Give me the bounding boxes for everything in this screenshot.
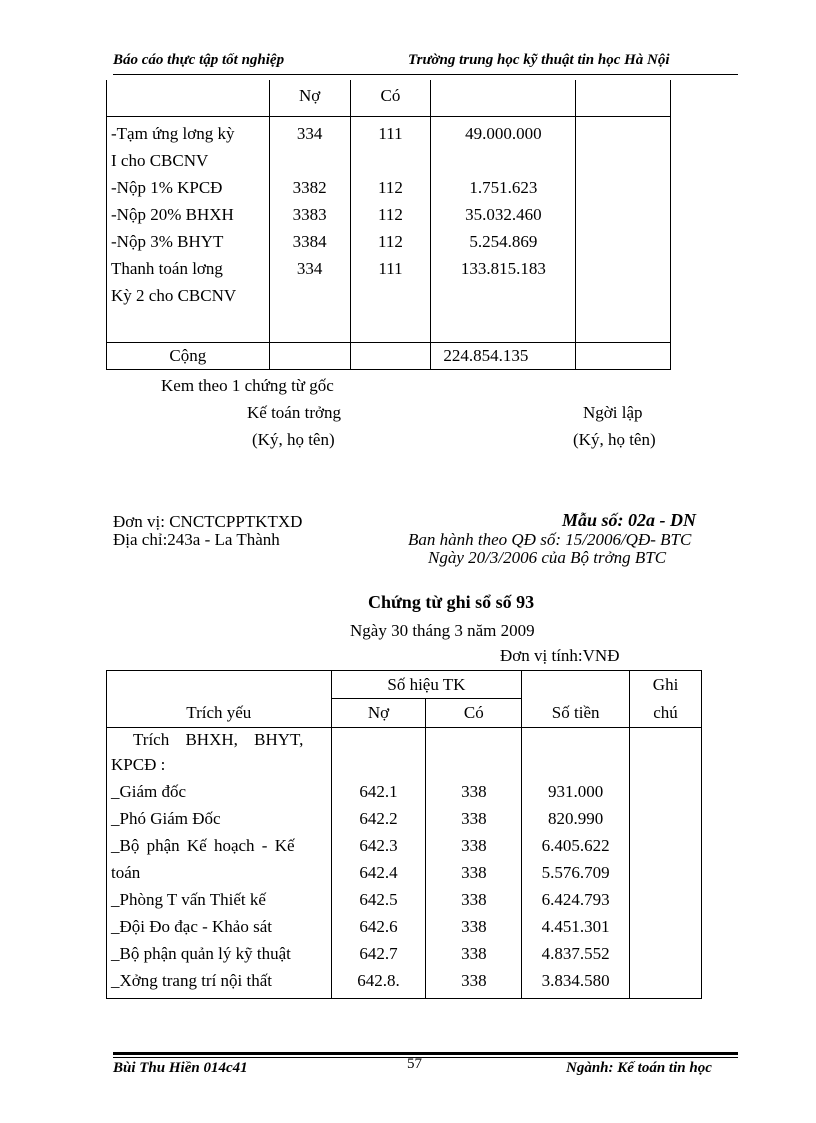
table-row: _Phó Giám Đốc 642.2 338 820.990	[107, 809, 702, 836]
signature-left-title: Kế toán trởng	[247, 403, 341, 422]
ledger-table-continued	[106, 80, 671, 370]
header-account-group: Số hiệu TK	[331, 671, 522, 699]
form-code: Mẫu số: 02a - DN	[562, 510, 697, 530]
header-rule	[113, 74, 738, 75]
signature-left-sub: (Ký, họ tên)	[252, 430, 335, 449]
footer-author: Bùi Thu Hiền 014c41	[113, 1060, 248, 1076]
table-row: _Giám đốc 642.1 338 931.000	[107, 782, 702, 809]
header-note-line1: Ghi	[630, 671, 702, 699]
footer-rule-thin	[113, 1057, 738, 1058]
footer-major: Ngành: Kế toán tin học	[566, 1060, 712, 1076]
table-row: I cho CBCNV	[107, 151, 671, 178]
table-row: -Nộp 20% BHXH 3383 112 35.032.460	[107, 205, 671, 232]
form-issued-line2: Ngày 20/3/2006 của Bộ trởng BTC	[428, 548, 667, 567]
header-cell	[576, 80, 671, 116]
table-row: _Bộ phận quản lý kỹ thuật 642.7 338 4.837.552	[107, 944, 702, 971]
table-row: KPCĐ :	[107, 755, 702, 782]
header-left: Báo cáo thực tập tốt nghiệp	[113, 52, 285, 68]
table-row: _Bộ phận Kế hoạch - Kế 642.3 338 6.405.622	[107, 836, 702, 863]
voucher-currency: Đơn vị tính:VNĐ	[500, 646, 620, 665]
table-row: Thanh toán lơng 334 111 133.815.183	[107, 259, 671, 286]
table-row: -Tạm ứng lơng kỳ 334 111 49.000.000	[107, 124, 671, 151]
header-cell	[431, 80, 576, 116]
voucher-table	[106, 670, 702, 999]
table-row: Kỳ 2 cho CBCNV	[107, 286, 671, 313]
org-address: Địa chỉ:243a - La Thành	[113, 530, 280, 549]
footer-rule-thick	[113, 1052, 738, 1055]
header-note-line2: chú	[630, 699, 702, 728]
header-cell-no: Nợ	[269, 80, 350, 116]
table-header-row	[107, 80, 671, 116]
table-total-row	[107, 342, 671, 369]
voucher-date: Ngày 30 tháng 3 năm 2009	[350, 621, 535, 640]
table-row: _Phòng T vấn Thiết kế 642.5 338 6.424.793	[107, 890, 702, 917]
table-row: -Nộp 3% BHYT 3384 112 5.254.869	[107, 232, 671, 259]
org-unit: Đơn vị: CNCTCPPTKTXD	[113, 512, 303, 531]
header-right: Trường trung học kỹ thuật tin học Hà Nội	[408, 52, 670, 68]
header-desc: Trích yếu	[107, 671, 332, 728]
form-issued-line1: Ban hành theo QĐ số: 15/2006/QĐ- BTC	[408, 530, 692, 549]
attachment-note: Kem theo 1 chứng từ gốc	[161, 376, 334, 395]
table-row: toán 642.4 338 5.576.709	[107, 863, 702, 890]
header-co: Có	[426, 699, 522, 728]
signature-right-title: Ngời lập	[583, 403, 643, 422]
table-row: Trích BHXH, BHYT,	[107, 728, 702, 755]
table-row: _Xởng trang trí nội thất 642.8. 338 3.834.580	[107, 971, 702, 999]
table-row: -Nộp 1% KPCĐ 3382 112 1.751.623	[107, 178, 671, 205]
voucher-title: Chứng từ ghi sổ số 93	[368, 592, 535, 612]
header-cell-co: Có	[350, 80, 431, 116]
header-amount: Số tiền	[522, 671, 630, 728]
total-amount: 224.854.135	[431, 342, 576, 369]
header-no: Nợ	[331, 699, 426, 728]
header-cell	[107, 80, 270, 116]
signature-right-sub: (Ký, họ tên)	[573, 430, 656, 449]
total-label: Cộng	[107, 342, 270, 369]
table-row: _Đội Đo đạc - Khảo sát 642.6 338 4.451.301	[107, 917, 702, 944]
page-number: 57	[407, 1056, 422, 1072]
